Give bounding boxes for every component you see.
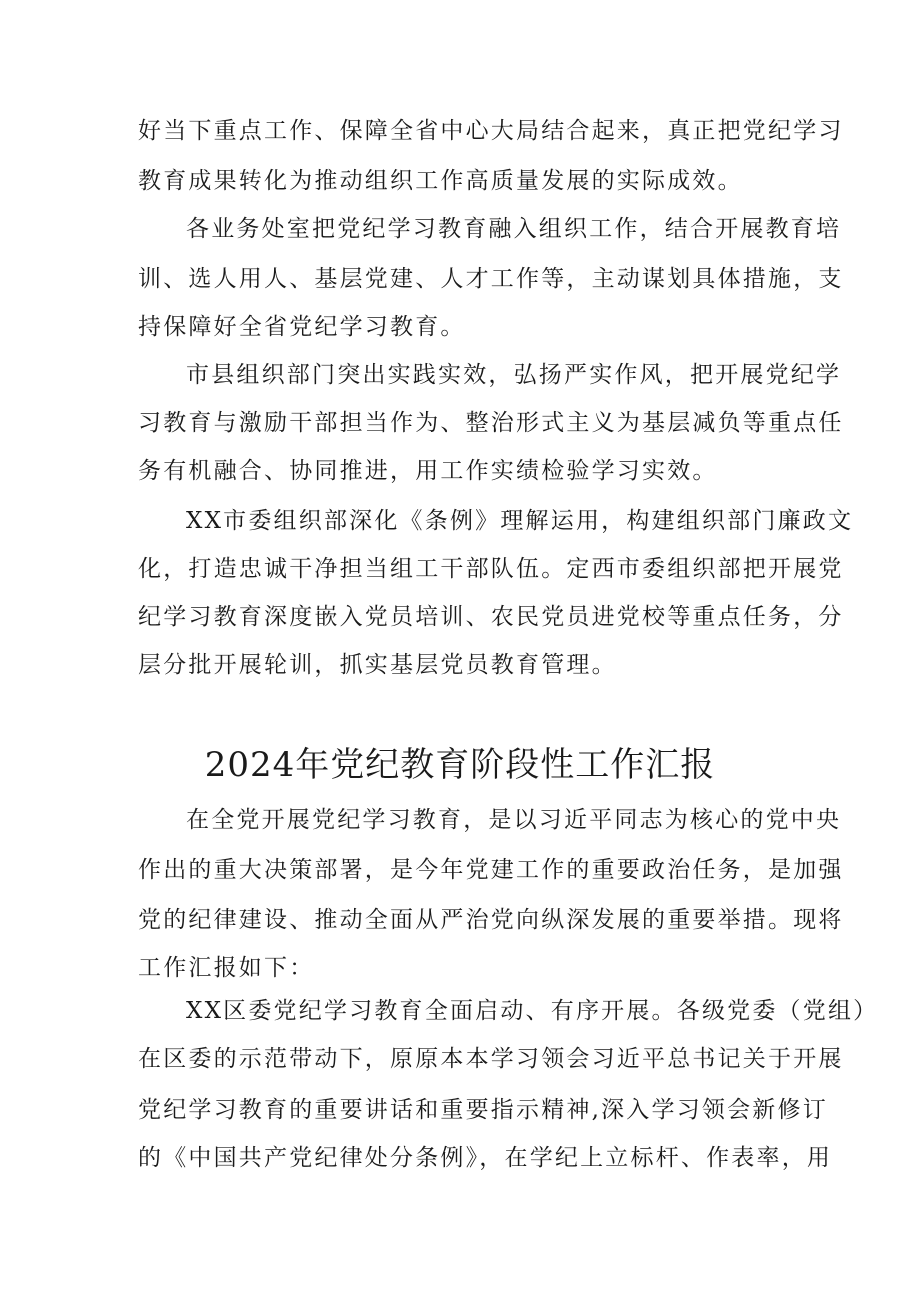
paragraph-line: 训、选人用人、基层党建、人才工作等，主动谋划具体措施，支 [138, 266, 844, 292]
paragraph-line: 务有机融合、协同推进，用工作实绩检验学习实效。 [138, 458, 718, 484]
paragraph-line: 层分批开展轮训，抓实基层党员教育管理。 [138, 652, 617, 678]
paragraph-line: 教育成果转化为推动组织工作高质量发展的实际成效。 [138, 168, 743, 194]
paragraph-line: 化，打造忠诚干净担当组工干部队伍。定西市委组织部把开展党 [138, 556, 844, 582]
paragraph-line: 党的纪律建设、推动全面从严治党向纵深发展的重要举措。现将 [138, 907, 844, 933]
paragraph-line: 习教育与激励干部担当作为、整治形式主义为基层减负等重点任 [138, 410, 844, 436]
paragraph-line: 党纪学习教育的重要讲话和重要指示精神,深入学习领会新修订 [138, 1097, 828, 1123]
paragraph-line: 的《中国共产党纪律处分条例》，在学纪上立标杆、作表率，用 [138, 1145, 833, 1171]
paragraph-line: 作出的重大决策部署，是今年党建工作的重要政治任务，是加强 [138, 857, 844, 883]
paragraph-line: XX区委党纪学习教育全面启动、有序开展。各级党委（党组） [186, 998, 879, 1024]
paragraph-line: 各业务处室把党纪学习教育融入组织工作，结合开展教育培 [186, 216, 842, 242]
paragraph-line: 在全党开展党纪学习教育，是以习近平同志为核心的党中央 [186, 807, 842, 833]
paragraph-line: 在区委的示范带动下，原原本本学习领会习近平总书记关于开展 [138, 1046, 844, 1072]
paragraph-line: XX市委组织部深化《条例》理解运用，构建组织部门廉政文 [186, 508, 854, 534]
section-title: 2024年党纪教育阶段性工作汇报 [204, 745, 716, 785]
paragraph-line: 好当下重点工作、保障全省中心大局结合起来，真正把党纪学习 [138, 118, 844, 144]
paragraph-line: 工作汇报如下： [138, 955, 315, 981]
paragraph-line: 持保障好全省党纪学习教育。 [138, 314, 466, 340]
paragraph-line: 纪学习教育深度嵌入党员培训、农民党员进党校等重点任务，分 [138, 604, 844, 630]
paragraph-line: 市县组织部门突出实践实效，弘扬严实作风，把开展党纪学 [186, 362, 842, 388]
